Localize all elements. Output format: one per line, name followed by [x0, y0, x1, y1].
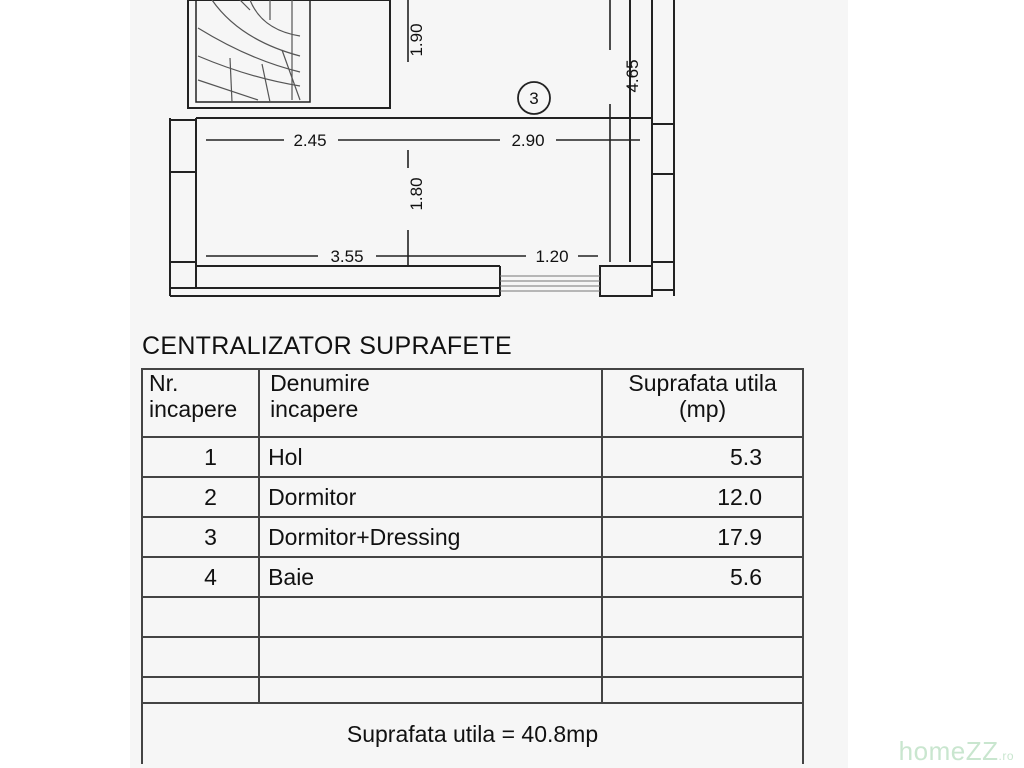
row-area: 5.6: [602, 557, 803, 597]
row-nr: 4: [142, 557, 259, 597]
bottom-left-column: [170, 262, 196, 288]
room-marker-label: 3: [529, 89, 539, 108]
header-nr-line2: incapere: [149, 396, 238, 423]
row-area: 5.3: [602, 437, 803, 477]
dim-bottom-right: 1.20: [535, 247, 569, 266]
row-name: Dormitor: [259, 477, 602, 517]
row-name: Hol: [259, 437, 602, 477]
areas-table: [141, 368, 804, 764]
table-row: [142, 477, 803, 517]
header-name-line2: incapere: [270, 396, 359, 423]
table-row: [142, 437, 803, 477]
empty-row: [142, 677, 803, 703]
row-name: Baie: [259, 557, 602, 597]
stair-outline: [196, 0, 310, 102]
table-header-row: [142, 369, 803, 437]
row-nr: 1: [142, 437, 259, 477]
row-area: 12.0: [602, 477, 803, 517]
stair-treads: [198, 0, 300, 102]
window: [500, 276, 600, 291]
left-column: [170, 120, 196, 172]
header-nr-line1: Nr.: [149, 370, 179, 396]
floor-plan-drawing: [0, 0, 1024, 330]
right-column: [652, 124, 674, 174]
empty-row: [142, 597, 803, 637]
logo-suffix: .ro: [998, 749, 1014, 763]
header-nr: [142, 369, 259, 437]
bottom-right-wall: [600, 266, 652, 296]
row-nr: 2: [142, 477, 259, 517]
dim-left-width: 2.45: [293, 131, 327, 150]
bottom-right-column: [652, 262, 674, 290]
logo-brand: homeZZ: [898, 736, 999, 766]
empty-row: [142, 637, 803, 677]
row-nr: 3: [142, 517, 259, 557]
header-area-line1: Suprafata utila: [628, 370, 777, 396]
table-row: [142, 517, 803, 557]
header-name: [259, 369, 602, 437]
header-area-line2: (mp): [678, 396, 727, 423]
header-area: [602, 369, 803, 437]
dim-bottom-left: 3.55: [330, 247, 364, 266]
row-name: Dormitor+Dressing: [259, 517, 602, 557]
total-row: [142, 703, 803, 764]
dim-room-height: 4.65: [623, 59, 642, 93]
header-name-line1: Denumire: [270, 370, 370, 396]
site-logo: [899, 736, 1014, 767]
dim-lower-height: 1.80: [407, 177, 426, 211]
table-row: [142, 557, 803, 597]
stair-wall: [188, 0, 390, 108]
dim-right-width: 2.90: [511, 131, 545, 150]
table-title: CENTRALIZATOR SUPRAFETE: [142, 332, 512, 360]
total-area: Suprafata utila = 40.8mp: [142, 703, 803, 764]
row-area: 17.9: [602, 517, 803, 557]
dim-stair-height: 1.90: [407, 23, 426, 57]
